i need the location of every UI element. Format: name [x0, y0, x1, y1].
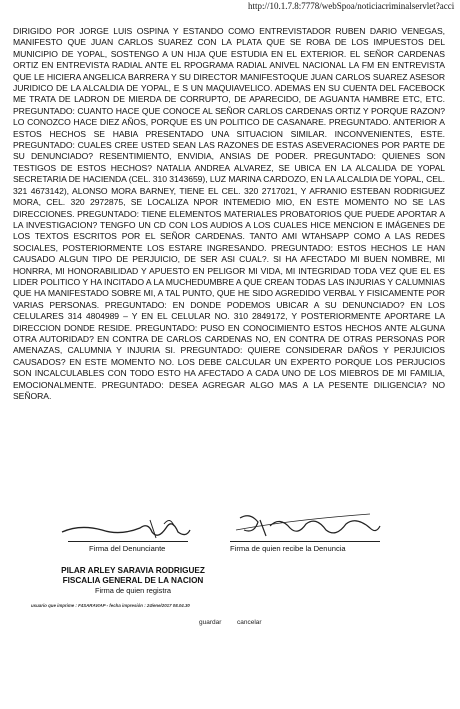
- cancel-button[interactable]: cancelar: [237, 619, 262, 626]
- official-name: PILAR ARLEY SARAVIA RODRIGUEZ: [61, 566, 205, 575]
- denunciante-signature-line: [68, 541, 188, 542]
- print-info: usuario que imprime : F4SARAVIAP - fecha impresión : 24/ene/2017 08.04.30: [31, 603, 190, 608]
- browser-url: http://10.1.7.8:7778/webSpoa/noticiacriminalservlet?acci: [248, 1, 455, 11]
- official-institution: FISCALIA GENERAL DE LA NACION: [62, 576, 204, 585]
- official-block: [33, 566, 233, 596]
- statement-text: DIRIGIDO POR JORGE LUIS OSPINA Y ESTANDO COMO ENTREVISTADOR RUBEN DARIO VENEGAS, MANIFESTO QUE JUAN CARLOS SUAREZ CON LA PLATA QUE SE ROBA DE LOS IMPUESTOS DEL MUNICIPIO DE YOPAL, SOSTENGO A UN HIJA QUE ESTUDIA EN EL EXTERIOR. EL SEÑOR CARDENAS ORTIZ EN ENTREVISTA RADIAL ANTE EL RPOGRAMA RADIAL ANIVEL NACIONAL LA FM EN ENTREVISTA QUE LE HICIERA ANGELICA BARRERA Y SU DIRECTOR MANIFESTOQUE JUAN CARLOS SUAREZ ASESOR JURIDICO DE LA ALCALDIA DE YOPAL, E S UN MAQUIAVELICO. ADEMAS EN SU CUENTA DEL FACEBOCK ME TRATA DE LADRON DE MIERDA DE CORRUPTO, DE APARECIDO, DE AGUANTA HAMBRE ETC, ETC. PREGUNTADO: CUANTO HACE QUE CONOCE AL SEÑOR CARLOS CARDENAS ORTIZ Y PORQUE RAZON? LO CONOZCO HACE DIEZ AÑOS, PORQUE ES UN POLITICO DE CASANARE. PREGUNTADO. ANTERIOR A ESTOS HECHOS SE HABIA PRESENTADO UNA SITUACION SIMILAR. INCONVENIENTES, ESTE. PREGUNTADO: CUALES CREE USTED SEAN LAS RAZONES DE ESTAS ASEVERACIONES POR PARTE DE SU DENUNCIADO? RESENTIMIENTO, ENVIDIA, ANSIAS DE PODER. PREGUNTADO: QUIENES SON TESTIGOS DE ESTOS HECHOS? NATALIA ANDREA ALVAREZ, SE UBICA EN LA ALCALIDA DE YOPAL SECRETARIA DE HACIENDA (CEL. 310 3143659), LUZ MARINA CARDOZO, EN LA ALCALDIA DE YOPAL, CEL. 321 4673142), ALONSO MORA BARNEY, TIENE EL CEL. 320 2717021, Y AFRANIO ESTEBAN RODRIGUEZ MORA, CEL. 320 2972875, SE LOCALIZA NPOR INTEMEDIO MIO, EN ESTE MOMENTO NO SE LAS DIRECCIONES. PREGUNTADO: TIENE ELEMENTOS MATERIALES PROBATORIOS QUE PUEDE APORTAR A LA INVESTIGACION? TENGFO UN CD CON LOS AUDIOS A LOS CUALES HICE MENCION E IMÁGENES DE LOS TEXTOS ESCRITOS POR EL SEÑOR CARDENAS. TANTO AMI WTAHSAPP COMO A LAS REDES SOCIALES, POSTERIORMENTE LOS ESTARE INGRESANDO. PREGUNTADO: ESTOS HECHOS LE HAN CAUSADO ALGUN TIPO DE PERJUICIO, DE SER ASI CUAL?. SI HA AFECTADO MI BUEN NOMBRE, MI HONRRA, MI HONORABILIDAD Y APUESTO EN PELIGOR MI VIDA, MI INTEGRIDAD TODA VEZ QUE EL ES LIDER POLITICO Y HA INCITADO A LA MUCHEDUMBRE A QUE CREAN TODAS LAS INJURIAS Y CALUMNIAS QUE HA MANIFESTADO SOBRE MI, A TAL PUNTO, QUE HE SIDO AGREDIDO VERBAL Y FISICAMENTE POR VARIAS PERSONAS. PREGUNTADO: EN DONDE PODEMOS UBICAR A SU DENUNCIADO? EN LOS CELULARES 314 4804989 – Y EN EL CELULAR NO. 310 2849172, Y POSTERIORMENTE APORTARE LA DIRECCION DONDE RESIDE. PREGUNTADO: PUSO EN CONOCIMIENTO ESTOS HECHOS ANTE ALGUNA OTRA AUTORIDAD? EN CONTRA DE CARLOS CARDENAS NO, EN CONTRA DE OTRAS PERSONAS POR AMENAZAS, CALUMNIA Y INJURIA SI. PREGUNTADO: QUIERE CONSIDERAR DAÑOS Y PERJUICIOS CAUSADOS? EN ESTE MOMENTO NO. LOS DEBE CALCULAR UN EXPERTO PORQUE LOS PERJUCIOS SON INCALCULABLES CON TODO ESTO HA AFECTADO A CADA UNO DE LOS MIEBROS DE MI FAMILIA, EMOCIONALMENTE. PREGUNTADO: DESEA AGREGAR ALGO MAS A LA PESENTE DILIGENCIA? NO SEÑORA.: [13, 26, 445, 401]
- receiver-signature-scribble: [40, 508, 420, 544]
- receiver-signature-label: Firma de quien recibe la Denuncia: [230, 544, 346, 553]
- receiver-signature-line: [230, 541, 380, 542]
- denunciante-signature-label: Firma del Denunciante: [89, 544, 166, 553]
- official-role: Firma de quien registra: [95, 586, 171, 595]
- signature-area: [40, 508, 420, 558]
- save-button[interactable]: guardar: [199, 619, 222, 626]
